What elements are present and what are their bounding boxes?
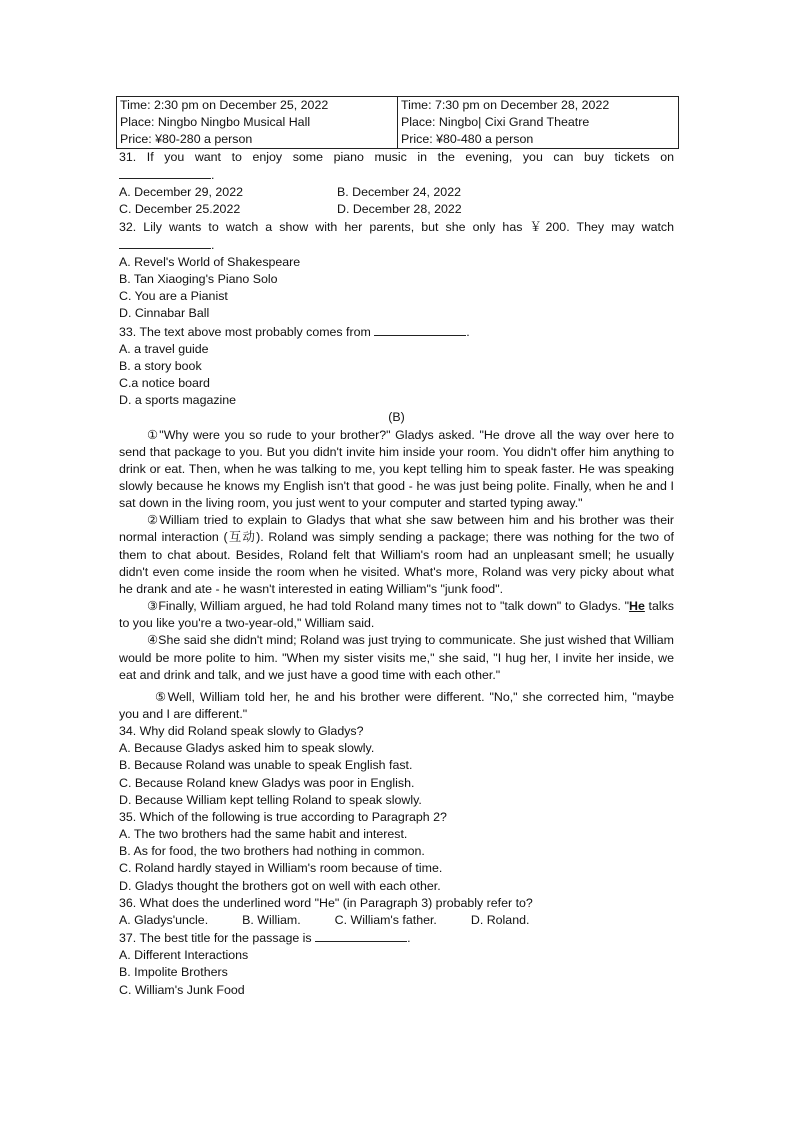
option-b[interactable]: B. William. <box>242 912 301 927</box>
option-d[interactable]: D. a sports magazine <box>119 393 237 408</box>
event-place: Place: Ningbo| Cixi Grand Theatre <box>401 115 590 129</box>
underlined-word-he: He <box>629 599 645 614</box>
question-32-stem: 32. Lily wants to watch a show with her parents, but she only has ￥200. They may watch <box>119 219 674 234</box>
option-a[interactable]: A. Revel's World of Shakespeare <box>119 254 301 269</box>
paragraph-3-text-end: talks to you like you're a two-year-old," William said. <box>119 599 674 631</box>
option-c[interactable]: C. Because Roland knew Gladys was poor in English. <box>119 775 415 790</box>
question-35-stem: 35. Which of the following is true according to Paragraph 2? <box>119 809 447 824</box>
event-info-table <box>116 96 679 149</box>
question-31-options-row-2 <box>119 201 674 218</box>
option-a[interactable]: A. December 29, 2022 <box>119 185 243 200</box>
event-time: Time: 7:30 pm on December 28, 2022 <box>401 98 610 112</box>
question-31-blank-line <box>119 166 674 184</box>
option-c[interactable]: C. December 25.2022 <box>119 202 241 217</box>
period: . <box>466 324 470 339</box>
option-d[interactable]: D. Roland. <box>470 912 530 927</box>
paragraph-2: ②William tried to explain to Gladys that what she saw between him and his brother was their normal interaction (互动). Roland was simply sending a package; there was nothing for the two of them to chat about. Besides, Roland felt that William's room had an unpleasant smell; he usually didn't even come inside the room when he visited. What's more, Roland was very picky about what he drank and ate - he wasn't interested in eating William"s "junk food". <box>119 513 674 596</box>
option-d[interactable]: D. December 28, 2022 <box>337 202 462 217</box>
question-37-stem: 37. The best title for the passage is <box>119 931 312 946</box>
paragraph-3-text: ③Finally, William argued, he had told Roland many times not to "talk down" to Gladys. " <box>147 599 630 614</box>
paragraph-3 <box>119 598 674 632</box>
option-a[interactable]: A. Because Gladys asked him to speak slowly. <box>119 741 375 756</box>
period: . <box>211 237 215 252</box>
paragraph-5: ⑤Well, William told her, he and his brother were different. "No," she corrected him, "maybe you and I are different." <box>119 689 674 721</box>
answer-blank[interactable] <box>119 236 211 249</box>
answer-blank[interactable] <box>315 929 407 942</box>
option-c[interactable]: C.a notice board <box>119 376 210 391</box>
question-36-stem: 36. What does the underlined word "He" (in Paragraph 3) probably refer to? <box>119 895 533 910</box>
option-b[interactable]: B. As for food, the two brothers had nothing in common. <box>119 844 425 859</box>
paragraph-1: ①"Why were you so rude to your brother?" Gladys asked. "He drove all the way over here to send that package to you. But you didn't invite him inside your room. You didn't offer him anything to drink or eat. Then, when he was talking to me, you kept telling him to speak faster. He was speaking slowly because he knows my English isn't that good - he was just being polite. Finally, when he and I sat down in the living room, you just went to your computer and started typing away." <box>119 427 674 511</box>
question-34-stem: 34. Why did Roland speak slowly to Gladys? <box>119 724 364 739</box>
event-info-right <box>398 97 679 149</box>
question-31-options-row-1 <box>119 184 674 201</box>
event-price: Price: ¥80-280 a person <box>120 132 253 146</box>
question-31-stem: 31. If you want to enjoy some piano music in the evening, you can buy tickets on <box>119 150 674 164</box>
event-price: Price: ¥80-480 a person <box>401 132 534 146</box>
option-b[interactable]: B. December 24, 2022 <box>337 185 461 200</box>
option-a[interactable]: A. The two brothers had the same habit and interest. <box>119 827 408 842</box>
option-a[interactable]: A. Gladys'uncle. <box>119 912 209 927</box>
option-b[interactable]: B. Impolite Brothers <box>119 965 228 980</box>
question-37-stem-line <box>119 929 674 947</box>
option-c[interactable]: C. William's father. <box>334 912 437 927</box>
option-a[interactable]: A. a travel guide <box>119 341 209 356</box>
section-heading: (B) <box>388 410 405 425</box>
event-info-left <box>117 97 398 149</box>
event-time: Time: 2:30 pm on December 25, 2022 <box>120 98 329 112</box>
option-c[interactable]: C. You are a Pianist <box>119 289 228 304</box>
paragraph-4: ④She said she didn't mind; Roland was just trying to communicate. She just wished that William would be more polite to him. "When my sister visits me," she said, "I hug her, I invite her inside, we eat and drink and talk, and we just have a good time with each other." <box>119 633 674 682</box>
period: . <box>407 931 411 946</box>
question-33-stem: 33. The text above most probably comes from <box>119 324 371 339</box>
question-36-options <box>119 912 674 929</box>
option-a[interactable]: A. Different Interactions <box>119 948 249 963</box>
option-b[interactable]: B. Because Roland was unable to speak English fast. <box>119 758 413 773</box>
event-place: Place: Ningbo Ningbo Musical Hall <box>120 115 311 129</box>
option-d[interactable]: D. Cinnabar Ball <box>119 306 210 321</box>
period: . <box>211 168 215 183</box>
option-d[interactable]: D. Because William kept telling Roland to speak slowly. <box>119 792 422 807</box>
option-b[interactable]: B. a story book <box>119 358 202 373</box>
question-33-stem-line <box>119 323 674 341</box>
option-b[interactable]: B. Tan Xiaoging's Piano Solo <box>119 272 278 287</box>
answer-blank[interactable] <box>119 166 211 179</box>
option-c[interactable]: C. Roland hardly stayed in William's room because of time. <box>119 861 443 876</box>
exam-page <box>119 96 674 999</box>
option-c[interactable]: C. William's Junk Food <box>119 982 245 997</box>
answer-blank[interactable] <box>374 323 466 336</box>
question-32-blank-line <box>119 236 674 254</box>
option-d[interactable]: D. Gladys thought the brothers got on well with each other. <box>119 878 441 893</box>
